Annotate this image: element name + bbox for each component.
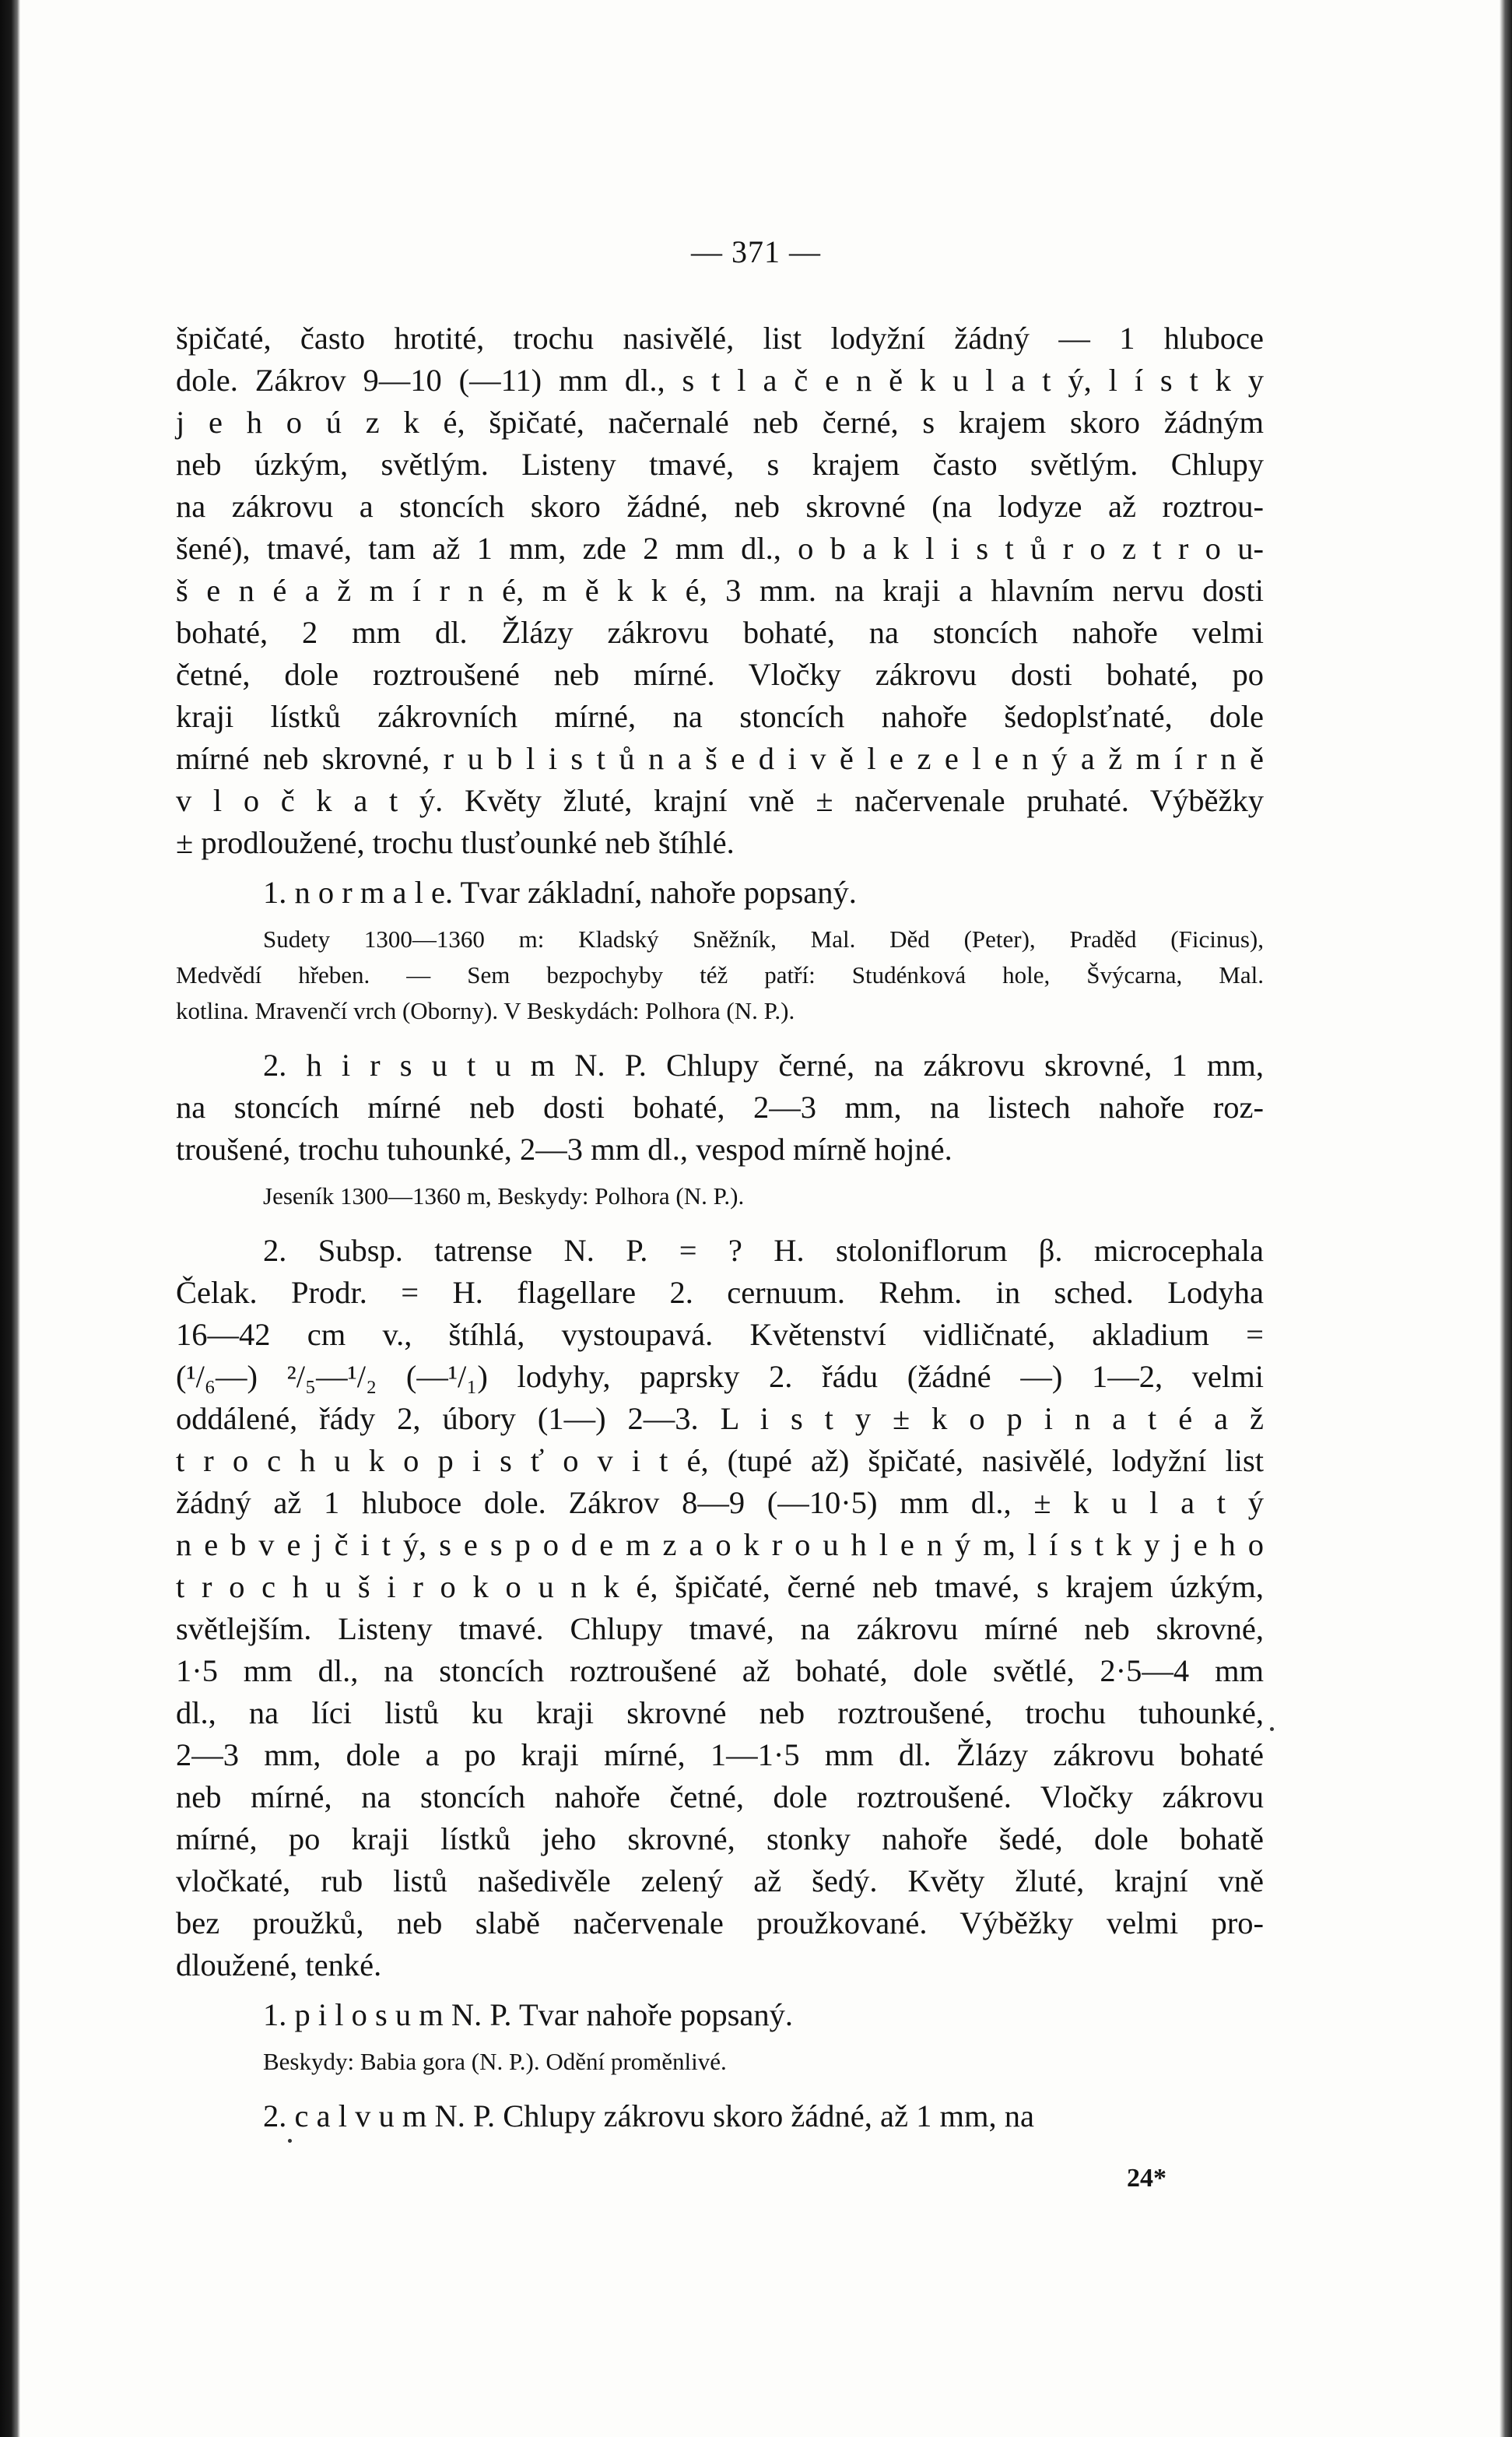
text-line: š e n é a ž m í r n é, m ě k k é, 3 mm. na kraji a hlavním nervu dosti (176, 573, 1264, 608)
text-line: (¹/₆—) ²/₅—¹/₂ (—¹/₁) lodyhy, paprsky 2. řádu (žádné —) 1—2, velmi (176, 1359, 1264, 1394)
text-line: 1. n o r m a l e. Tvar základní, nahoře popsaný. (263, 875, 857, 910)
body-paragraph (176, 1087, 1264, 1171)
text-line: dl., na líci listů ku kraji skrovné neb roztroušené, trochu tuhounké, (176, 1695, 1264, 1730)
locality-note (176, 922, 1264, 1029)
text-line: špičaté, často hrotité, trochu nasivělé, list lodyžní žádný — 1 hluboce (176, 321, 1264, 356)
text-line: dole. Zákrov 9—10 (—11) mm dl., s t l a č e n ě k u l a t ý, l í s t k y (176, 363, 1264, 398)
text-line: světlejším. Listeny tmavé. Chlupy tmavé, na zákrovu mírné neb skrovné, (176, 1611, 1264, 1646)
text-line: vločkaté, rub listů našedivěle zelený až šedý. Květy žluté, krajní vně (176, 1863, 1264, 1898)
taxon-heading-paragraph (176, 1230, 1264, 1272)
text-line: n e b v e j č i t ý, s e s p o d e m z a o k r o u h l e n ý m, l í s t k y j e h o (176, 1527, 1264, 1562)
locality-note (176, 1178, 1264, 1214)
text-line: Čelak. Prodr. = H. flagellare 2. cernuum. Rehm. in sched. Lodyha (176, 1275, 1264, 1310)
body-paragraph (176, 1272, 1264, 1986)
page-number: — 371 — (691, 234, 821, 269)
text-line: Jeseník 1300—1360 m, Beskydy: Polhora (N. P.). (263, 1182, 745, 1210)
speck-1 (1270, 1727, 1274, 1731)
printer-signature: 24* (1127, 2164, 1166, 2193)
text-line: troušené, trochu tuhounké, 2—3 mm dl., vespod mírně hojné. (176, 1132, 952, 1167)
text-line: j e h o ú z k é, špičaté, načernalé neb černé, s krajem skoro žádným (176, 405, 1264, 440)
text-line: Sudety 1300—1360 m: Kladský Sněžník, Mal. Děd (Peter), Praděd (Ficinus), (263, 925, 1264, 953)
text-line: 2. c a l v u m N. P. Chlupy zákrovu skoro žádné, až 1 mm, na (263, 2098, 1034, 2133)
text-line: 1. p i l o s u m N. P. Tvar nahoře popsaný. (263, 1997, 793, 2032)
text-line: četné, dole roztroušené neb mírné. Vločky zákrovu dosti bohaté, po (176, 657, 1264, 692)
text-line: Medvědí hřeben. — Sem bezpochyby též patří: Studénková hole, Švýcarna, Mal. (176, 961, 1264, 988)
text-line: na zákrovu a stoncích skoro žádné, neb skrovné (na lodyze až roztrou- (176, 489, 1264, 524)
text-line: dloužené, tenké. (176, 1947, 382, 1982)
text-line: mírné, po kraji lístků jeho skrovné, stonky nahoře šedé, dole bohatě (176, 1821, 1264, 1856)
scan-left-edge (0, 0, 20, 2437)
text-line: 2. h i r s u t u m N. P. Chlupy černé, na zákrovu skrovné, 1 mm, (263, 1048, 1264, 1083)
text-line: neb mírné, na stoncích nahoře četné, dole roztroušené. Vločky zákrovu (176, 1779, 1264, 1814)
speck-2 (288, 2139, 292, 2143)
text-line: oddálené, řády 2, úbory (1—) 2—3. L i s t y ± k o p i n a t é a ž (176, 1401, 1264, 1436)
text-line: ± prodloužené, trochu tlusťounké neb štíhlé. (176, 825, 735, 860)
text-line: t r o c h u k o p i s ť o v i t é, (tupé až) špičaté, nasivělé, lodyžní list (176, 1443, 1264, 1478)
text-line: 16—42 cm v., štíhlá, vystoupavá. Květenství vidličnaté, akladium = (176, 1317, 1264, 1352)
scan-right-edge (1500, 0, 1512, 2437)
text-line: na stoncích mírné neb dosti bohaté, 2—3 mm, na listech nahoře roz- (176, 1090, 1264, 1125)
locality-note (176, 2044, 1264, 2080)
text-line: mírné neb skrovné, r u b l i s t ů n a š e d i v ě l e z e l e n ý a ž m í r n ě (176, 741, 1264, 776)
text-line: 1·5 mm dl., na stoncích roztroušené až bohaté, dole světlé, 2·5—4 mm (176, 1653, 1264, 1688)
text-line: t r o c h u š i r o k o u n k é, špičaté, černé neb tmavé, s krajem úzkým, (176, 1569, 1264, 1604)
text-line: žádný až 1 hluboce dole. Zákrov 8—9 (—10·5) mm dl., ± k u l a t ý (176, 1485, 1264, 1520)
text-line: 2. Subsp. tatrense N. P. = ? H. stoloniflorum β. microcephala (263, 1233, 1264, 1268)
taxon-heading-paragraph (176, 872, 1264, 914)
body-paragraph (176, 318, 1264, 864)
text-line: bez proužků, neb slabě načervenale proužkované. Výběžky velmi pro- (176, 1905, 1264, 1940)
page-body (176, 318, 1264, 2137)
text-line: bohaté, 2 mm dl. Žlázy zákrovu bohaté, na stoncích nahoře velmi (176, 615, 1264, 650)
taxon-heading-paragraph (176, 1045, 1264, 1087)
text-line: Beskydy: Babia gora (N. P.). Odění proměnlivé. (263, 2048, 727, 2075)
taxon-heading-paragraph (176, 2095, 1264, 2137)
text-line: 2—3 mm, dole a po kraji mírné, 1—1·5 mm dl. Žlázy zákrovu bohaté (176, 1737, 1264, 1772)
text-line: v l o č k a t ý. Květy žluté, krajní vně ± načervenale pruhaté. Výběžky (176, 783, 1264, 818)
taxon-heading-paragraph (176, 1994, 1264, 2036)
text-line: kraji lístků zákrovních mírné, na stoncích nahoře šedoplsťnaté, dole (176, 699, 1264, 734)
text-line: šené), tmavé, tam až 1 mm, zde 2 mm dl., o b a k l i s t ů r o z t r o u- (176, 531, 1264, 566)
text-line: kotlina. Mravenčí vrch (Oborny). V Beskydách: Polhora (N. P.). (176, 997, 795, 1024)
text-line: neb úzkým, světlým. Listeny tmavé, s krajem často světlým. Chlupy (176, 447, 1264, 482)
